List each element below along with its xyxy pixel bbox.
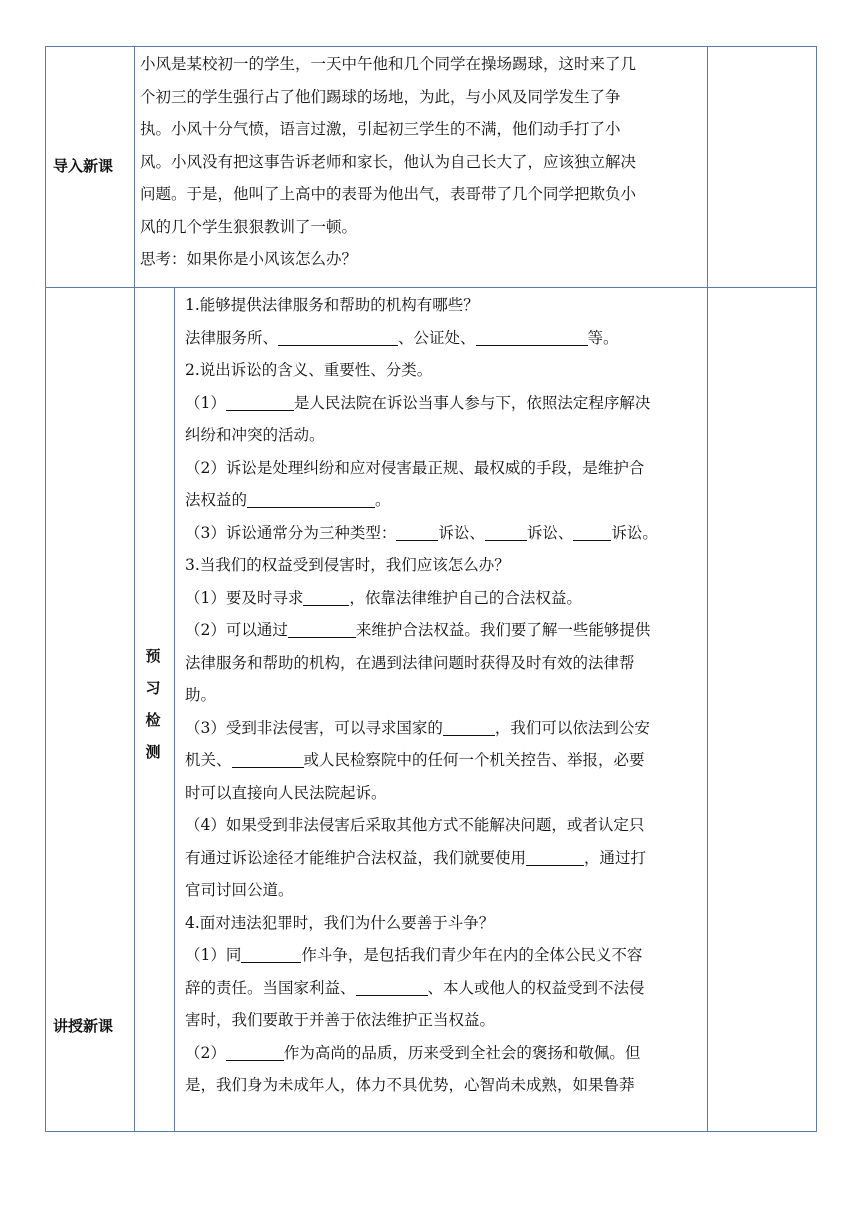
- table-col-divider: [134, 46, 135, 1132]
- table-subcol-divider: [174, 287, 175, 1132]
- preview-check-label: [143, 640, 163, 768]
- preview-char: 习: [145, 679, 161, 697]
- fill-blank[interactable]: [573, 522, 611, 541]
- intro-line: 个初三的学生强行占了他们踢球的场地，为此，与小风及同学发生了争: [140, 87, 621, 106]
- preview-char: 检: [145, 711, 161, 729]
- question-4-part-2: （2） 作为高尚的品质，历来受到全社会的褒扬和敬佩。但: [185, 1043, 641, 1062]
- question-3-part-1: （1）要及时寻求 ，依靠法律维护自己的合法权益。: [185, 588, 582, 607]
- question-4-part-1-end: 害时，我们要敢于并善于依法维护正当权益。: [185, 1011, 496, 1029]
- question-3-part-3-end: 时可以直接向人民法院起诉。: [185, 783, 387, 802]
- intro-line: 风的几个学生狠狠教训了一顿。: [140, 217, 358, 236]
- fill-blank[interactable]: [288, 619, 356, 638]
- question-3-part-2-end: 助。: [185, 686, 217, 704]
- fill-blank[interactable]: [526, 847, 584, 866]
- question-3-part-3: （3）受到非法侵害，可以寻求国家的 ，我们可以依法到公安: [185, 718, 650, 737]
- table-border-top: [45, 46, 817, 47]
- question-3-title: 3.当我们的权益受到侵害时，我们应该怎么办？: [185, 556, 510, 574]
- intro-line: 风。小风没有把这事告诉老师和家长，他认为自己长大了，应该独立解决: [140, 152, 637, 171]
- fill-blank[interactable]: [356, 977, 428, 996]
- question-3-part-4-end: 官司讨回公道。: [185, 881, 294, 899]
- fill-blank[interactable]: [303, 587, 349, 606]
- question-2-part-2: （2）诉讼是处理纠纷和应对侵害最正规、最权威的手段，是维护合: [185, 458, 645, 477]
- preview-char: 预: [145, 647, 161, 665]
- question-3-part-2-cont: 法律服务和帮助的机构，在遇到法律问题时获得及时有效的法律帮: [185, 653, 635, 672]
- question-2-part-3: （3）诉讼通常分为三种类型： 诉讼、 诉讼、 诉讼。: [185, 523, 658, 542]
- table-col-divider: [707, 46, 708, 1132]
- question-1-title: 1.能够提供法律服务和帮助的机构有哪些？: [185, 296, 479, 314]
- question-3-part-4: （4）如果受到非法侵害后采取其他方式不能解决问题，或者认定只: [185, 816, 645, 834]
- question-4-title: 4.面对违法犯罪时，我们为什么要善于斗争？: [185, 913, 495, 932]
- question-2-title: 2.说出诉讼的含义、重要性、分类。: [185, 361, 433, 379]
- teach-label: 讲授新课: [53, 1017, 114, 1035]
- question-3-part-2: （2）可以通过 来维护合法权益。我们要了解一些能够提供: [185, 621, 651, 639]
- intro-question: 思考：如果你是小风该怎么办？: [140, 250, 358, 268]
- intro-line: 执。小风十分气愤，语言过激，引起初三学生的不满，他们动手打了小: [140, 120, 621, 138]
- question-3-part-3-cont: 机关、 或人民检察院中的任何一个机关控告、举报，必要: [185, 751, 645, 769]
- fill-blank[interactable]: [241, 944, 301, 963]
- intro-line: 问题。于是，他叫了上高中的表哥为他出气，表哥带了几个同学把欺负小: [140, 185, 637, 203]
- fill-blank[interactable]: [476, 327, 588, 346]
- question-4-part-2-cont: 是，我们身为未成年人，体力不具优势，心智尚未成熟，如果鲁莽: [185, 1076, 635, 1094]
- fill-blank[interactable]: [232, 749, 304, 768]
- question-4-part-1: （1）同 作斗争，是包括我们青少年在内的全体公民义不容: [185, 946, 643, 964]
- question-2-part-1-cont: 纠纷和冲突的活动。: [185, 426, 325, 444]
- question-2-part-1: （1） 是人民法院在诉讼当事人参与下，依照法定程序解决: [185, 393, 651, 412]
- fill-blank[interactable]: [247, 489, 375, 508]
- question-3-part-4-cont: 有通过诉讼途径才能维护合法权益，我们就要使用 ，通过打: [185, 848, 647, 867]
- table-row-divider: [45, 287, 817, 288]
- intro-text: [140, 48, 636, 276]
- table-border-left: [45, 46, 46, 1132]
- fill-blank[interactable]: [485, 522, 527, 541]
- fill-blank[interactable]: [278, 327, 398, 346]
- intro-line: 小风是某校初一的学生，一天中午他和几个同学在操场踢球，这时来了几: [140, 55, 637, 73]
- table-border-bottom: [45, 1131, 817, 1132]
- fill-blank[interactable]: [396, 522, 438, 541]
- question-2-part-2-cont: 法权益的 。: [185, 491, 391, 509]
- fill-blank[interactable]: [443, 717, 495, 736]
- table-border-right: [816, 46, 817, 1132]
- question-4-part-1-cont: 辞的责任。当国家利益、 、本人或他人的权益受到不法侵: [185, 978, 645, 997]
- preview-char: 测: [145, 743, 161, 761]
- fill-blank[interactable]: [226, 1042, 284, 1061]
- intro-label: 导入新课: [53, 157, 114, 175]
- preview-content: [185, 289, 658, 1102]
- fill-blank[interactable]: [226, 392, 294, 411]
- question-1-answer: 法律服务所、 、公证处、 等。: [185, 328, 619, 347]
